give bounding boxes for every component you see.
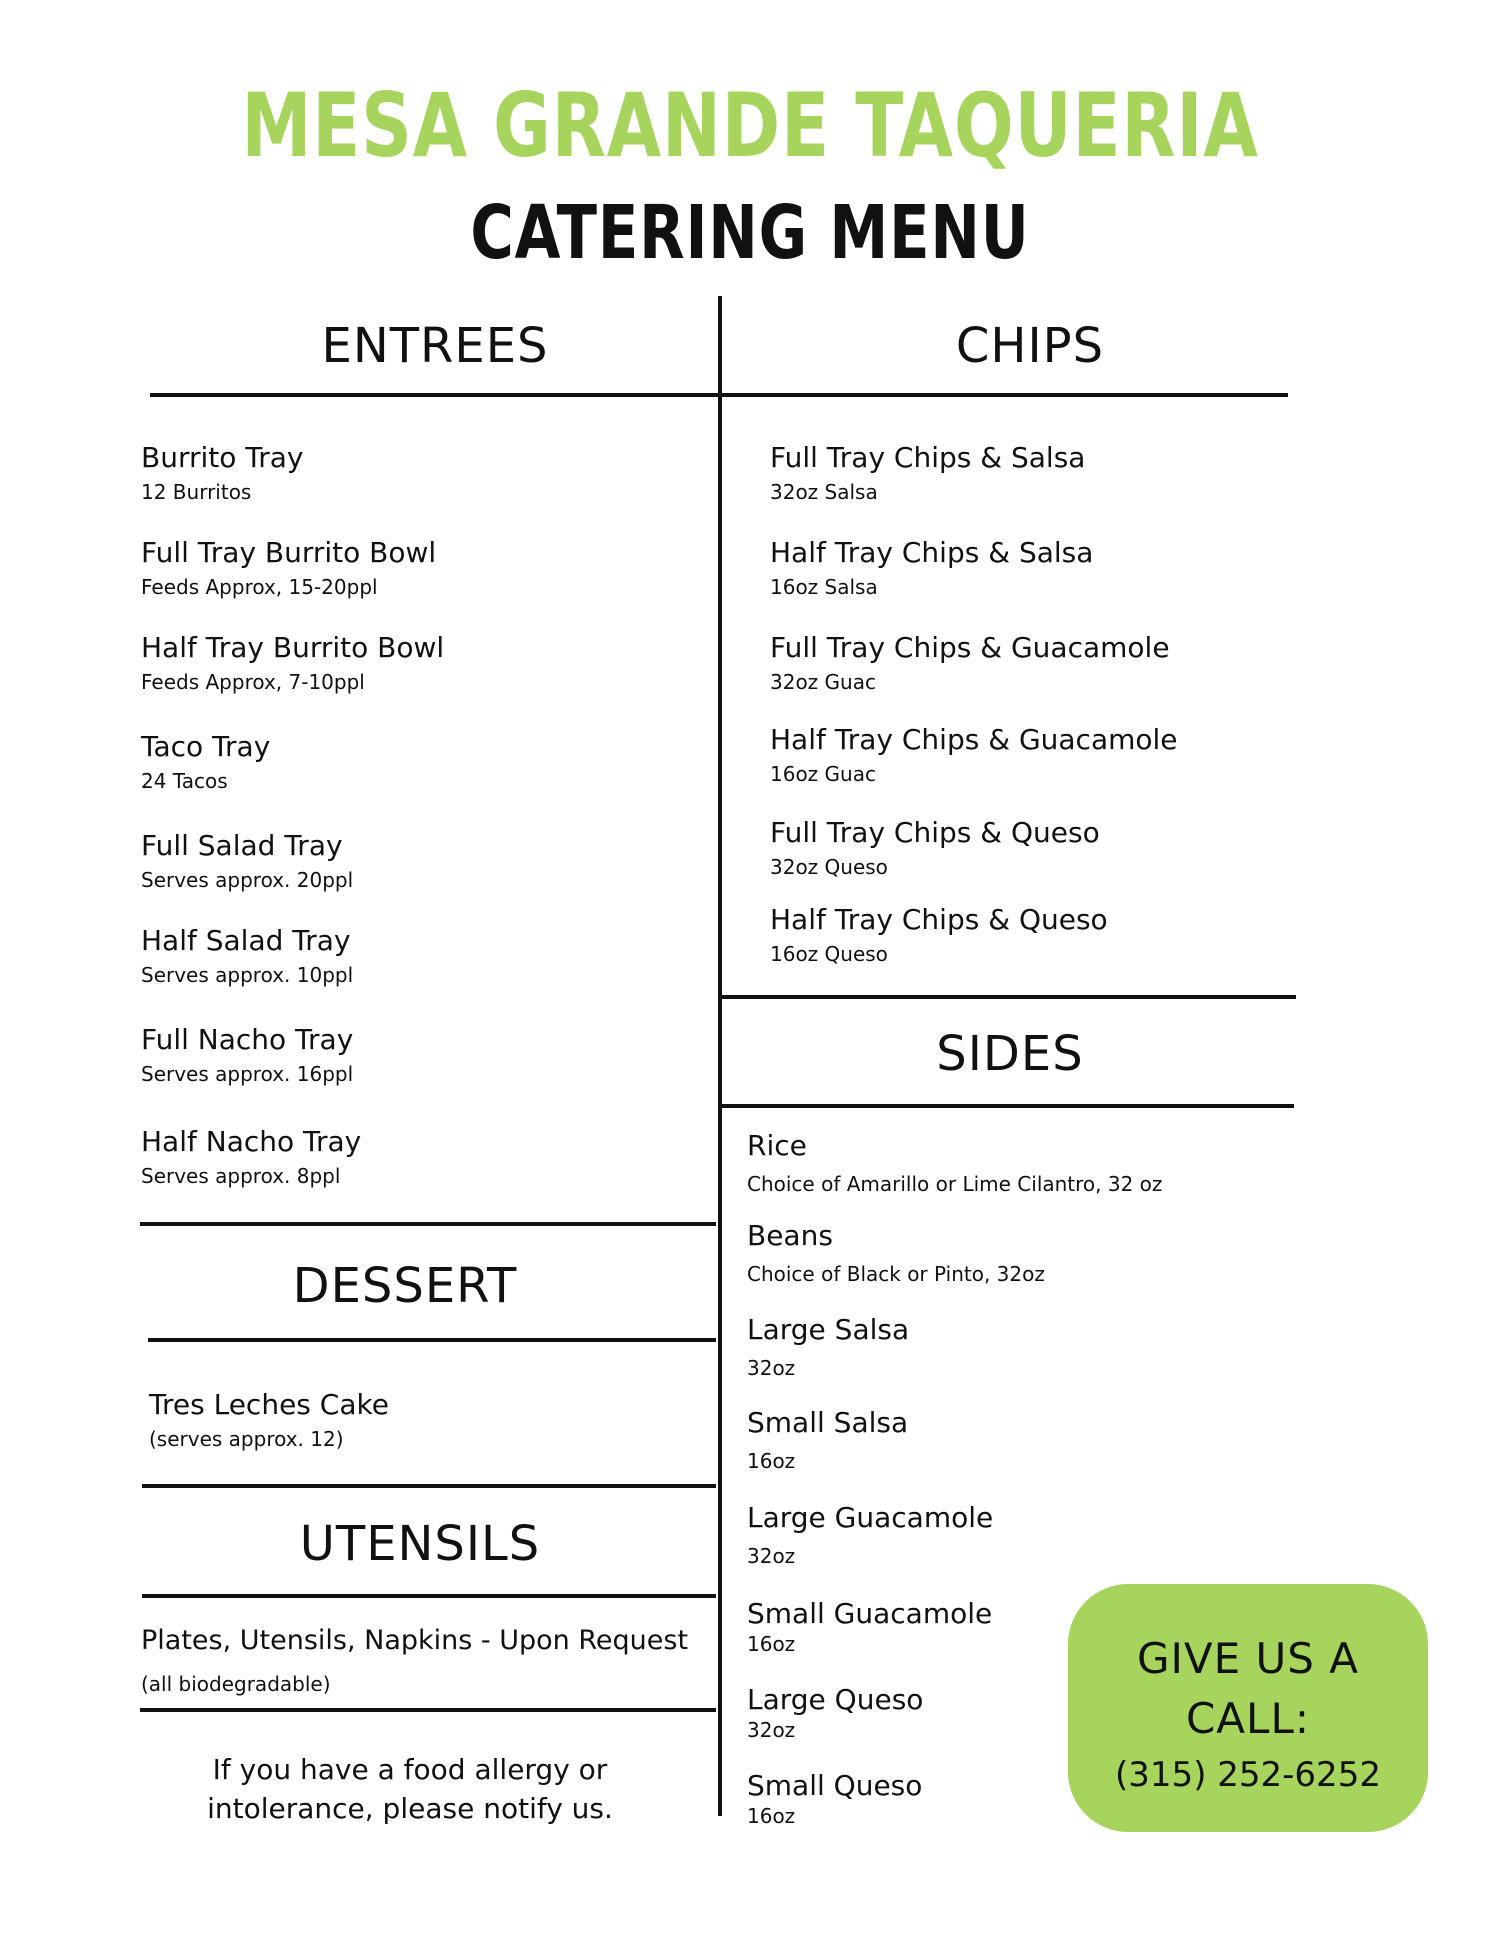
item-name: Full Tray Chips & Queso [770, 816, 1100, 849]
menu-item [747, 1684, 923, 1742]
dessert-heading: DESSERT [292, 1258, 518, 1314]
menu-item [141, 830, 353, 892]
menu-item [747, 1502, 993, 1568]
menu-item [141, 1126, 361, 1188]
item-description: 32oz [747, 1356, 796, 1381]
menu-item [141, 1625, 688, 1696]
item-name: Large Salsa [747, 1313, 910, 1346]
item-description: 32oz Salsa [770, 480, 878, 505]
call-to-action-line: GIVE US A [1136, 1634, 1360, 1683]
item-description: 16oz [747, 1449, 796, 1474]
item-description: Serves approx. 10ppl [141, 963, 354, 988]
menu-item [141, 537, 436, 599]
restaurant-title: MESA GRANDE TAQUERIA [241, 74, 1259, 177]
menu-item [747, 1770, 922, 1828]
menu-item [770, 632, 1170, 694]
menu-item [141, 632, 444, 694]
allergy-rule [140, 1708, 716, 1712]
menu-item [149, 1389, 389, 1451]
item-name: Tres Leches Cake [149, 1388, 389, 1421]
menu-item [747, 1220, 1045, 1286]
item-name: Half Salad Tray [141, 924, 351, 957]
item-description: 16oz [747, 1804, 796, 1829]
menu-subtitle: CATERING MENU [470, 190, 1030, 276]
item-description: 32oz Guac [770, 670, 876, 695]
item-name: Beans [747, 1219, 833, 1252]
menu-item [770, 724, 1178, 786]
item-description: Serves approx. 8ppl [141, 1164, 341, 1189]
menu-item [747, 1407, 908, 1473]
call-to-action-line: CALL: [1185, 1694, 1310, 1744]
utensils-bottom-rule [142, 1594, 716, 1598]
item-description: 16oz Queso [770, 942, 888, 967]
item-name: Plates, Utensils, Napkins - Upon Request [141, 1625, 689, 1656]
utensils-top-rule [142, 1484, 716, 1488]
center-divider [718, 296, 722, 1816]
menu-item [747, 1314, 909, 1380]
item-description: Feeds Approx, 7-10ppl [141, 670, 365, 695]
menu-item [770, 442, 1085, 504]
entrees-heading: ENTREES [321, 318, 549, 374]
item-name: Small Queso [747, 1769, 923, 1802]
item-description: 24 Tacos [141, 769, 228, 794]
item-name: Large Queso [747, 1683, 924, 1716]
menu-item [747, 1130, 1162, 1196]
item-description: 16oz [747, 1632, 796, 1657]
item-name: Full Tray Chips & Salsa [770, 441, 1086, 474]
entrees-rule [150, 393, 720, 397]
item-description: 32oz Queso [770, 855, 888, 880]
item-name: Half Tray Chips & Queso [770, 903, 1108, 936]
item-description: 32oz [747, 1718, 796, 1743]
item-description: 16oz Guac [770, 762, 876, 787]
item-description: (all biodegradable) [141, 1672, 331, 1697]
allergy-note-line: If you have a food allergy or [212, 1753, 608, 1786]
sides-bottom-rule [722, 1104, 1294, 1108]
item-name: Small Guacamole [747, 1597, 993, 1630]
sides-top-rule [722, 995, 1296, 999]
item-description: Serves approx. 20ppl [141, 868, 354, 893]
item-name: Half Tray Chips & Salsa [770, 536, 1094, 569]
item-name: Full Tray Burrito Bowl [141, 536, 437, 569]
utensils-heading: UTENSILS [299, 1516, 541, 1572]
chips-heading: CHIPS [955, 318, 1105, 374]
phone-number[interactable]: (315) 252-6252 [1115, 1754, 1381, 1795]
item-name: Full Tray Chips & Guacamole [770, 631, 1170, 664]
dessert-bottom-rule [148, 1338, 716, 1342]
menu-item [141, 1024, 353, 1086]
call-to-action-box [1068, 1584, 1428, 1832]
item-description: Choice of Amarillo or Lime Cilantro, 32 oz [747, 1172, 1163, 1197]
dessert-top-rule [140, 1222, 716, 1226]
item-description: Choice of Black or Pinto, 32oz [747, 1262, 1045, 1287]
chips-rule [722, 393, 1288, 397]
item-description: 12 Burritos [141, 480, 252, 505]
item-name: Small Salsa [747, 1406, 909, 1439]
allergy-note-line: intolerance, please notify us. [207, 1792, 613, 1826]
menu-item [141, 442, 304, 504]
allergy-note [140, 1750, 680, 1828]
menu-item [770, 904, 1108, 966]
item-description: (serves approx. 12) [149, 1427, 344, 1452]
item-description: Feeds Approx, 15-20ppl [141, 575, 378, 600]
item-name: Half Tray Burrito Bowl [141, 631, 445, 664]
item-name: Full Nacho Tray [141, 1023, 354, 1056]
item-description: Serves approx. 16ppl [141, 1062, 354, 1087]
item-name: Burrito Tray [141, 441, 304, 474]
menu-item [770, 817, 1100, 879]
item-description: 16oz Salsa [770, 575, 878, 600]
menu-item [747, 1598, 992, 1656]
item-name: Taco Tray [141, 730, 271, 763]
item-description: 32oz [747, 1544, 796, 1569]
menu-item [141, 731, 270, 793]
item-name: Half Nacho Tray [141, 1125, 362, 1158]
sides-heading: SIDES [936, 1026, 1084, 1082]
item-name: Rice [747, 1129, 807, 1162]
item-name: Full Salad Tray [141, 829, 343, 862]
menu-item [141, 925, 353, 987]
item-name: Large Guacamole [747, 1501, 994, 1534]
menu-item [770, 537, 1093, 599]
item-name: Half Tray Chips & Guacamole [770, 723, 1178, 756]
